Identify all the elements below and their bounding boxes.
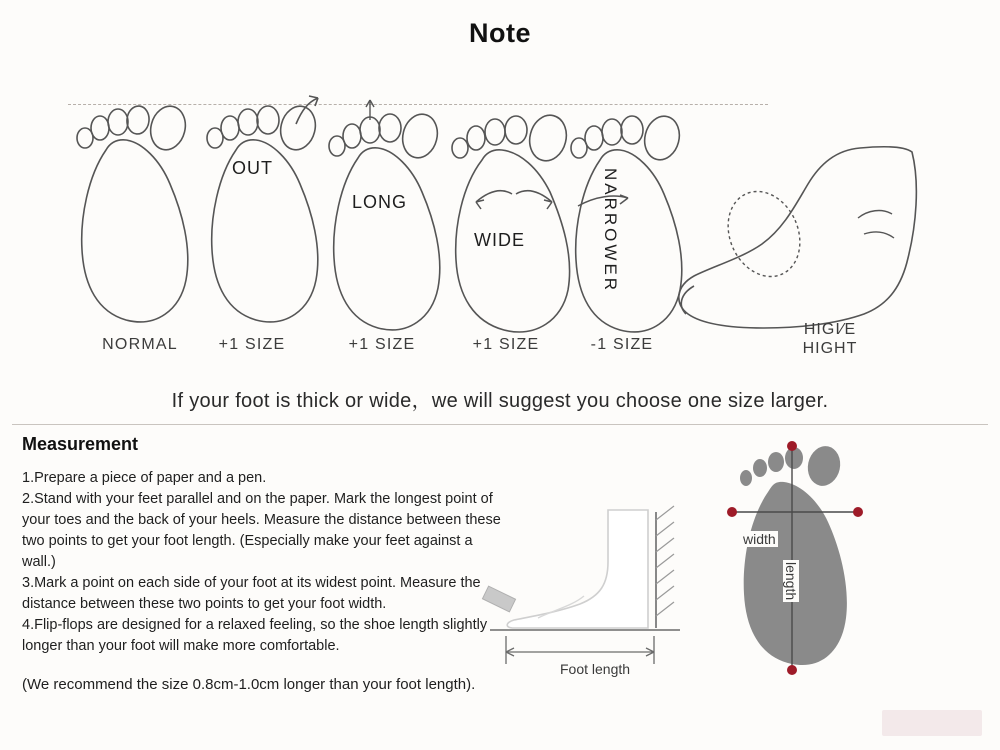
measurement-steps xyxy=(22,468,502,657)
foot-outline-side-instep xyxy=(668,138,948,348)
section-divider xyxy=(12,424,988,425)
measurement-step-4: 4.Flip-flops are designed for a relaxed feeling, so the shoe length slightly longer than your foot will make more comfortable. xyxy=(22,617,488,654)
foot-inner-word-wide: WIDE xyxy=(474,230,525,250)
page-title: Note xyxy=(469,18,531,48)
foot-label-1: +1 SIZE xyxy=(218,336,286,353)
measurement-step-2: 2.Stand with your feet parallel and on the paper. Mark the longest point of your toes and the back of your heels. Measure the distance between these two points to get your foot length. (Especially make your feet against a wall.) xyxy=(22,491,501,570)
foot-label-0: NORMAL xyxy=(102,336,178,353)
footprint-measure-diagram xyxy=(710,440,900,680)
foot-outline-normal xyxy=(70,98,210,338)
measurement-step-3: 3.Mark a point on each side of your foot at its widest point. Measure the distance between these two points to get your foot width. xyxy=(22,575,481,612)
footprint-width-label: width xyxy=(743,531,776,547)
foot-length-side-diagram xyxy=(480,500,700,670)
feet-illustration-panel xyxy=(0,70,1000,370)
foot-label-3: +1 SIZE xyxy=(472,336,540,353)
measurement-step-1: 1.Prepare a piece of paper and a pen. xyxy=(22,470,267,486)
instep-height-line1: HIGI⁄E xyxy=(803,321,857,338)
foot-length-label: Foot length xyxy=(560,661,631,677)
instep-height-label xyxy=(740,320,920,358)
size-suggestion-text: If your foot is thick or wide，we will suggest you choose one size larger. xyxy=(171,390,829,412)
foot-inner-word-long: LONG xyxy=(352,192,408,212)
footprint-length-label: length xyxy=(783,562,799,601)
foot-outline-out xyxy=(196,84,336,340)
foot-inner-word-narrower: NARROWER xyxy=(601,168,620,294)
instep-height-line2: HIGHT xyxy=(802,340,858,357)
foot-label-4: -1 SIZE xyxy=(590,336,654,353)
measurement-note: (We recommend the size 0.8cm-1.0cm longer than your foot length). xyxy=(22,676,476,693)
foot-label-2: +1 SIZE xyxy=(348,336,416,353)
foot-inner-word-out: OUT xyxy=(232,158,273,178)
foot-outline-long xyxy=(320,96,460,346)
watermark-block xyxy=(882,710,982,736)
measurement-heading: Measurement xyxy=(22,434,139,454)
